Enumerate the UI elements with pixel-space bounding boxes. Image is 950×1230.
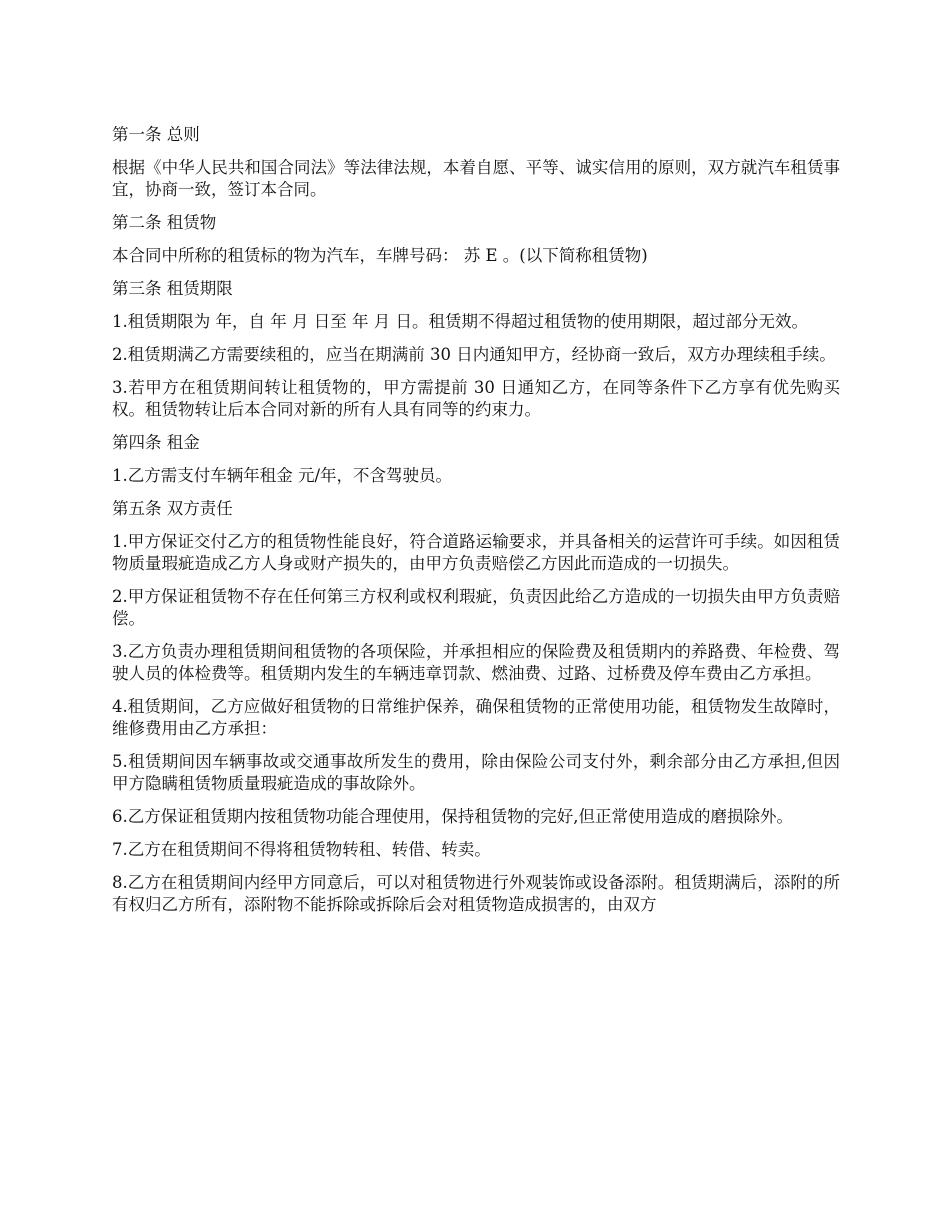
document-page [112,124,840,927]
article-5-clause-3: 3.乙方负责办理租赁期间租赁物的各项保险，并承担相应的保险费及租赁期内的养路费、年检费、驾驶人员的体检费等。租赁期内发生的车辆违章罚款、燃油费、过路、过桥费及停车费由乙方承担。 [112,642,840,683]
article-3-heading: 第三条 租赁期限 [112,279,233,298]
article-3-clause-1: 1.租赁期限为 年，自 年 月 日至 年 月 日。租赁期不得超过租赁物的使用期限，超过部分无效。 [112,312,808,331]
article-5-clause-4: 4.租赁期间，乙方应做好租赁物的日常维护保养，确保租赁物的正常使用功能，租赁物发生故障时，维修费用由乙方承担： [112,697,840,738]
article-5-clause-1: 1.甲方保证交付乙方的租赁物性能良好，符合道路运输要求，并具备相关的运营许可手续。如因租赁物质量瑕疵造成乙方人身或财产损失的，由甲方负责赔偿乙方因此而造成的一切损失。 [112,532,840,573]
article-5-clause-2: 2.甲方保证租赁物不存在任何第三方权利或权利瑕疵，负责因此给乙方造成的一切损失由甲方负责赔偿。 [112,587,840,628]
article-4-clause-1: 1.乙方需支付车辆年租金 元/年，不含驾驶员。 [112,466,453,485]
article-3-clause-3: 3.若甲方在租赁期间转让租赁物的，甲方需提前 30 日通知乙方，在同等条件下乙方享有优先购买权。租赁物转让后本合同对新的所有人具有同等的约束力。 [112,378,840,419]
article-2-body: 本合同中所称的租赁标的物为汽车，车牌号码： 苏 E 。(以下简称租赁物) [112,246,648,265]
article-1-body: 根据《中华人民共和国合同法》等法律法规，本着自愿、平等、诚实信用的原则，双方就汽车租赁事宜，协商一致，签订本合同。 [112,158,840,199]
article-5-heading: 第五条 双方责任 [112,499,233,518]
article-5-clause-6: 6.乙方保证租赁期内按租赁物功能合理使用，保持租赁物的完好,但正常使用造成的磨损除外。 [112,807,793,826]
article-1-heading: 第一条 总则 [112,125,200,144]
article-4-heading: 第四条 租金 [112,433,200,452]
article-3-clause-2: 2.租赁期满乙方需要续租的，应当在期满前 30 日内通知甲方，经协商一致后，双方办理续租手续。 [112,345,836,364]
article-5-clause-7: 7.乙方在租赁期间不得将租赁物转租、转借、转卖。 [112,840,491,859]
article-5-clause-5: 5.租赁期间因车辆事故或交通事故所发生的费用，除由保险公司支付外，剩余部分由乙方承担,但因甲方隐瞒租赁物质量瑕疵造成的事故除外。 [112,752,840,793]
article-5-clause-8: 8.乙方在租赁期间内经甲方同意后，可以对租赁物进行外观装饰或设备添附。租赁期满后，添附的所有权归乙方所有，添附物不能拆除或拆除后会对租赁物造成损害的，由双方 [112,873,840,914]
article-2-heading: 第二条 租赁物 [112,213,217,232]
